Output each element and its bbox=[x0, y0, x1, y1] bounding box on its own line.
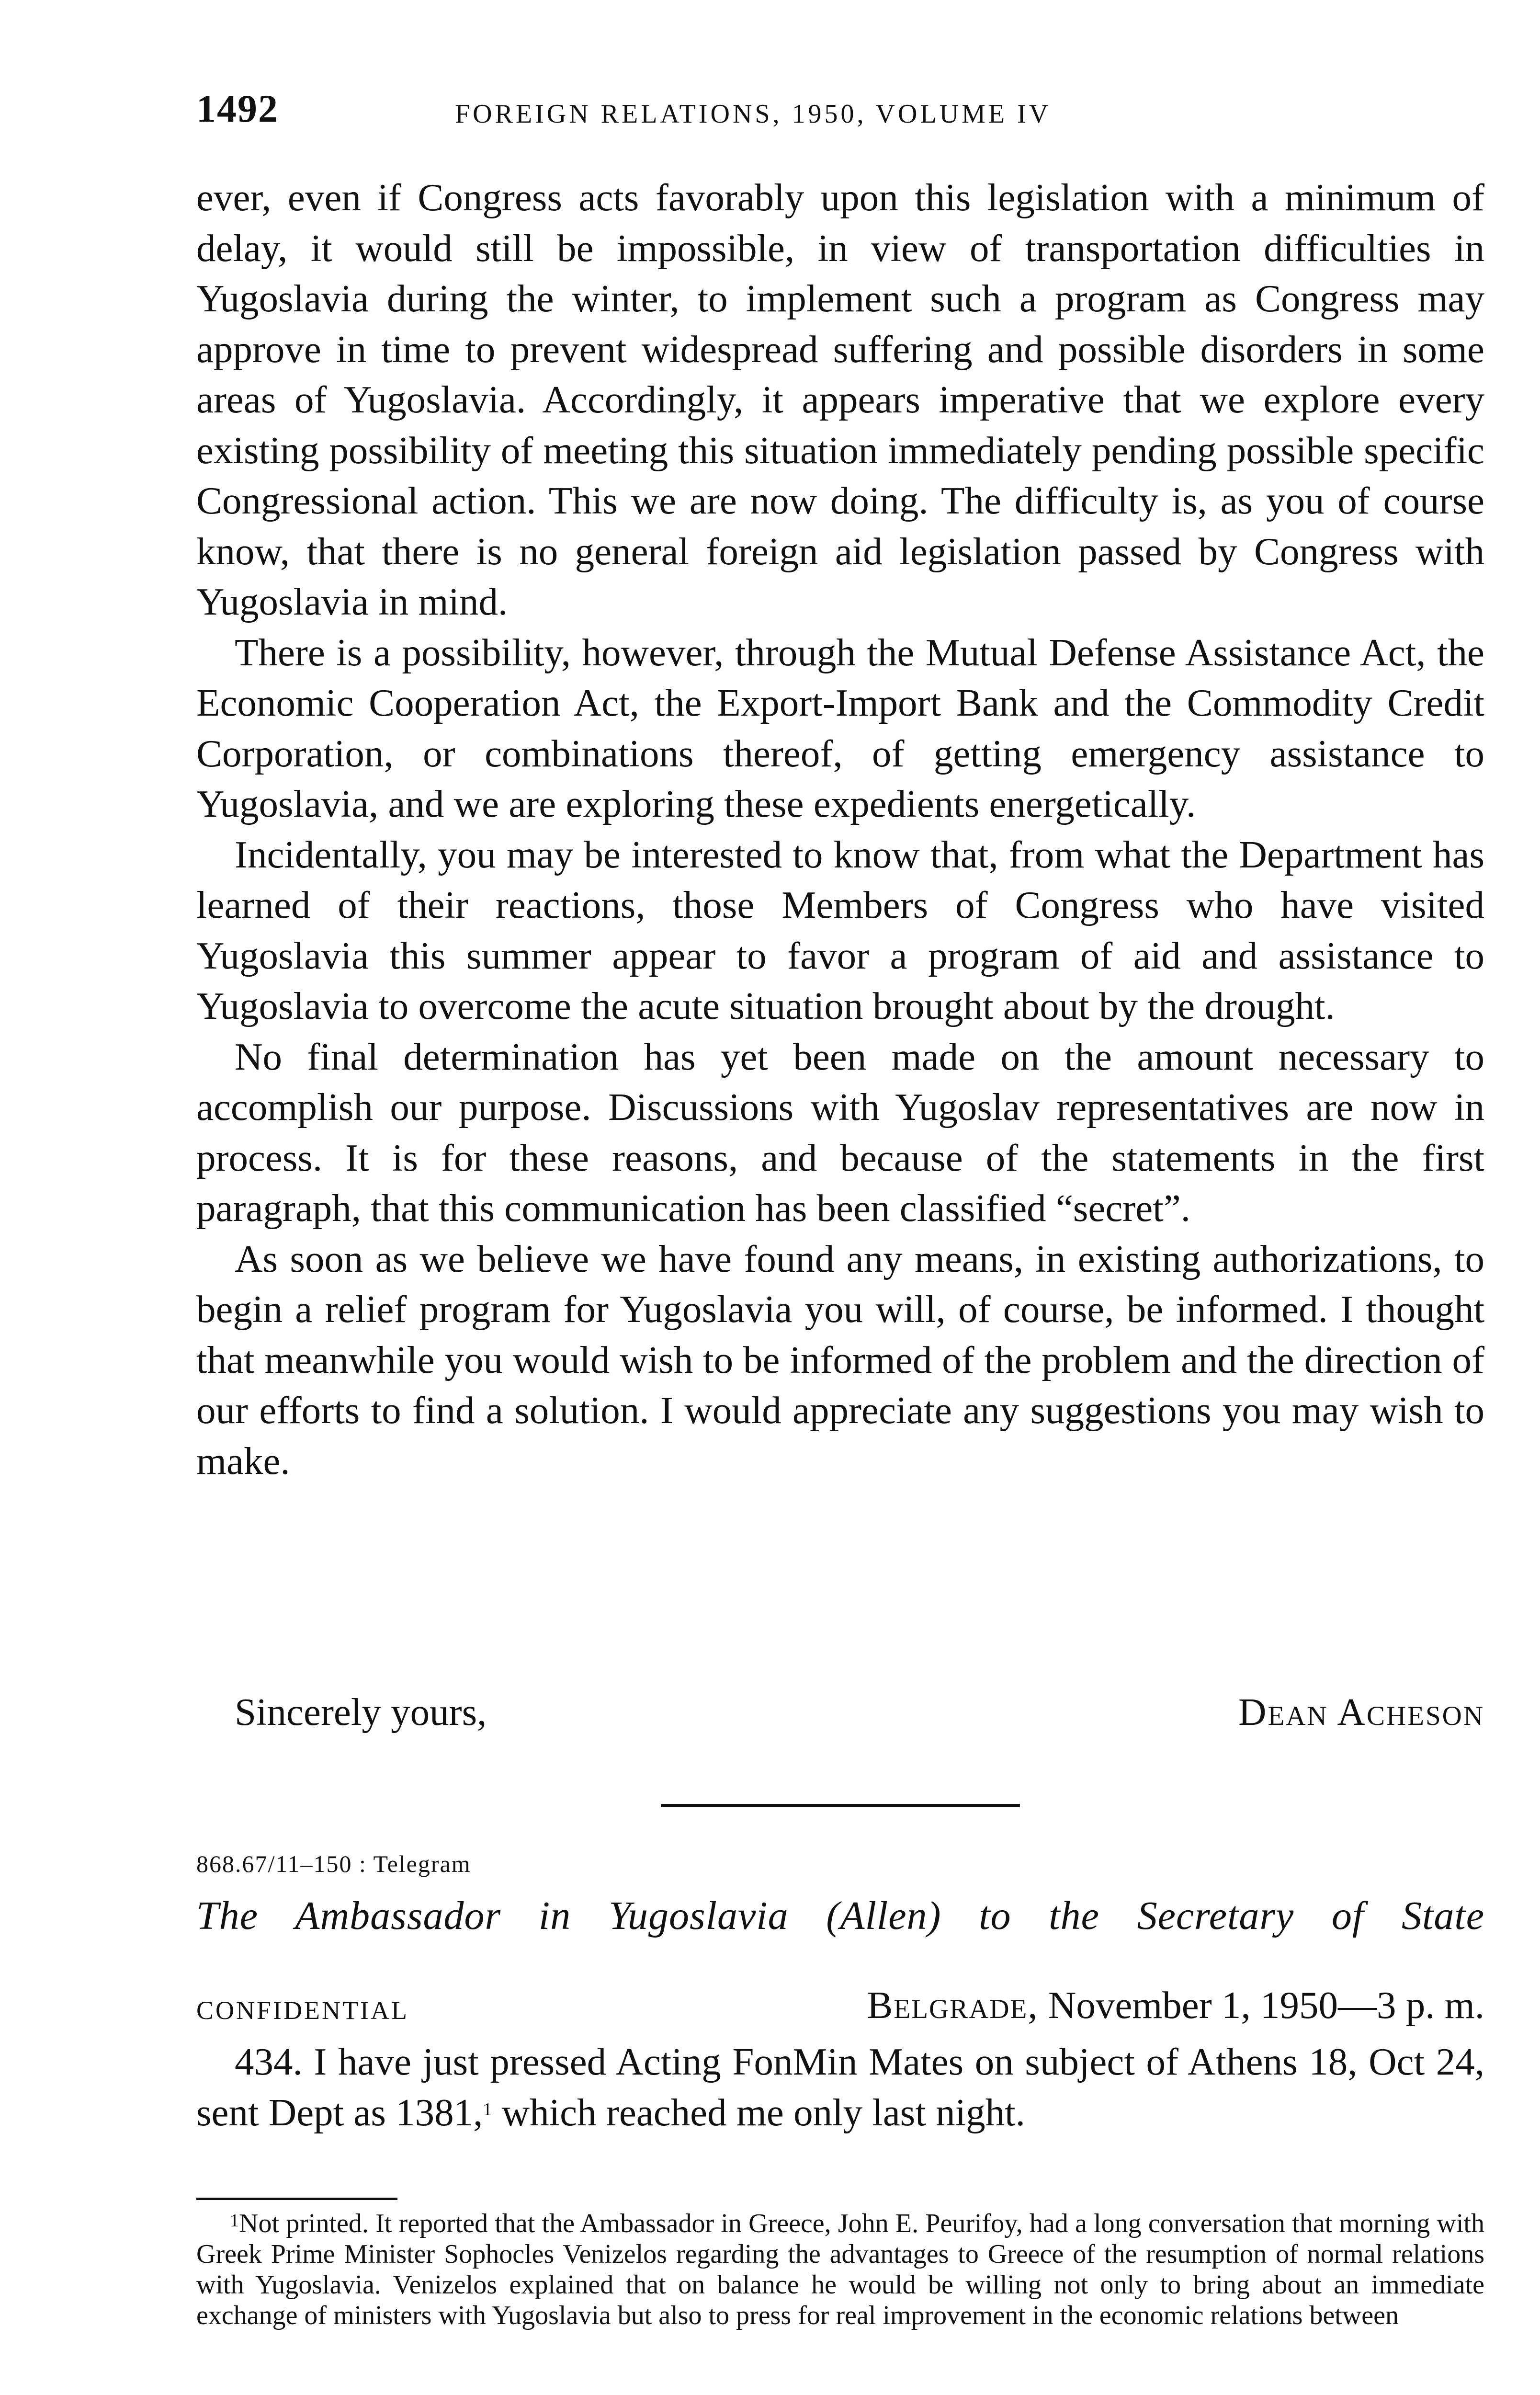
document-heading: The Ambassador in Yugoslavia (Allen) to the Secretary of State bbox=[196, 1893, 1484, 1938]
running-title: FOREIGN RELATIONS, 1950, VOLUME IV bbox=[455, 99, 1052, 129]
letter-paragraph-5: As soon as we believe we have found any means, in existing authorizations, to begin a relief program for Yugoslavia you will, of course, be informed. I thought that meanwhile you would wish to be informed of the problem and the direction of our efforts to find a solution. I would appreciate any suggestions you may wish to make. bbox=[196, 1237, 1484, 1483]
footnote-marker: 1 bbox=[230, 2211, 239, 2231]
letter-paragraph-2: There is a possibility, however, through the Mutual Defense Assistance Act, the Economic Cooperation Act, the Export-Import Bank and the Commodity Credit Corporation, or combinations thereof, of getting emergency assistance to Yugoslavia, and we are exploring these expedients energetically. bbox=[196, 630, 1484, 825]
closing-salutation: Sincerely yours, bbox=[235, 1690, 487, 1734]
dateline-date: November 1, 1950—3 p. m. bbox=[1048, 1984, 1484, 2027]
running-head bbox=[196, 86, 1489, 139]
page-number: 1492 bbox=[196, 87, 279, 130]
dateline bbox=[867, 1983, 1484, 2028]
letter-paragraph-4: No final determination has yet been made on the amount necessary to accomplish our purpose. Discussions with Yugoslav representatives are now in process. It is for these reasons, and because of the statements in the first paragraph, that this communication has been classified “secret”. bbox=[196, 1035, 1484, 1230]
section-separator bbox=[661, 1804, 1020, 1807]
letter-closing bbox=[196, 1690, 1484, 1743]
telegram-paragraph bbox=[196, 2037, 1484, 2138]
footnote-reference: 1 bbox=[483, 2099, 492, 2120]
letter-body bbox=[196, 172, 1484, 1486]
telegram-body bbox=[196, 2037, 1484, 2138]
document-file-number: 868.67/11–150 : Telegram bbox=[196, 1850, 471, 1877]
dateline-place: Belgrade, bbox=[867, 1984, 1039, 2027]
footnote-text: Not printed. It reported that the Ambassador in Greece, John E. Peurifoy, had a long conversation that morning with Greek Prime Minister Sophocles Venizelos regarding the advantages to Greece of the resumption of normal relations with Yugoslavia. Venizelos explained that on balance he would be willing not only to bring about an immediate exchange of ministers with Yugoslavia but also to press for real improvement in the economic relations between bbox=[196, 2209, 1484, 2330]
signature: Dean Acheson bbox=[1238, 1690, 1484, 1734]
letter-paragraph-1: ever, even if Congress acts favorably upon this legislation with a minimum of delay, it would still be impossible, in view of transportation difficulties in Yugoslavia during the winter, to implement such a program as Congress may approve in time to prevent widespread suffering and possible disorders in some areas of Yugoslavia. Accordingly, it appears imperative that we explore every existing possibility of meeting this situation immediately pending possible specific Congressional action. This we are now doing. The difficulty is, as you of course know, that there is no general foreign aid legislation passed by Congress with Yugoslavia in mind. bbox=[196, 176, 1484, 623]
footnote-rule bbox=[196, 2198, 397, 2200]
classification-label: CONFIDENTIAL bbox=[196, 1996, 409, 2025]
telegram-text-continued: which reached me only last night. bbox=[492, 2090, 1025, 2134]
telegram-text: 434. I have just pressed Acting FonMin Mates on subject of Athens 18, Oct 24, sent Dept as 1381, bbox=[196, 2040, 1484, 2134]
footnote bbox=[196, 2208, 1484, 2331]
letter-paragraph-3: Incidentally, you may be interested to know that, from what the Department has learned of their reactions, those Members of Congress who have visited Yugoslavia this summer appear to favor a program of aid and assistance to Yugoslavia to overcome the acute situation brought about by the drought. bbox=[196, 833, 1484, 1027]
classification-row bbox=[196, 1983, 1484, 2036]
